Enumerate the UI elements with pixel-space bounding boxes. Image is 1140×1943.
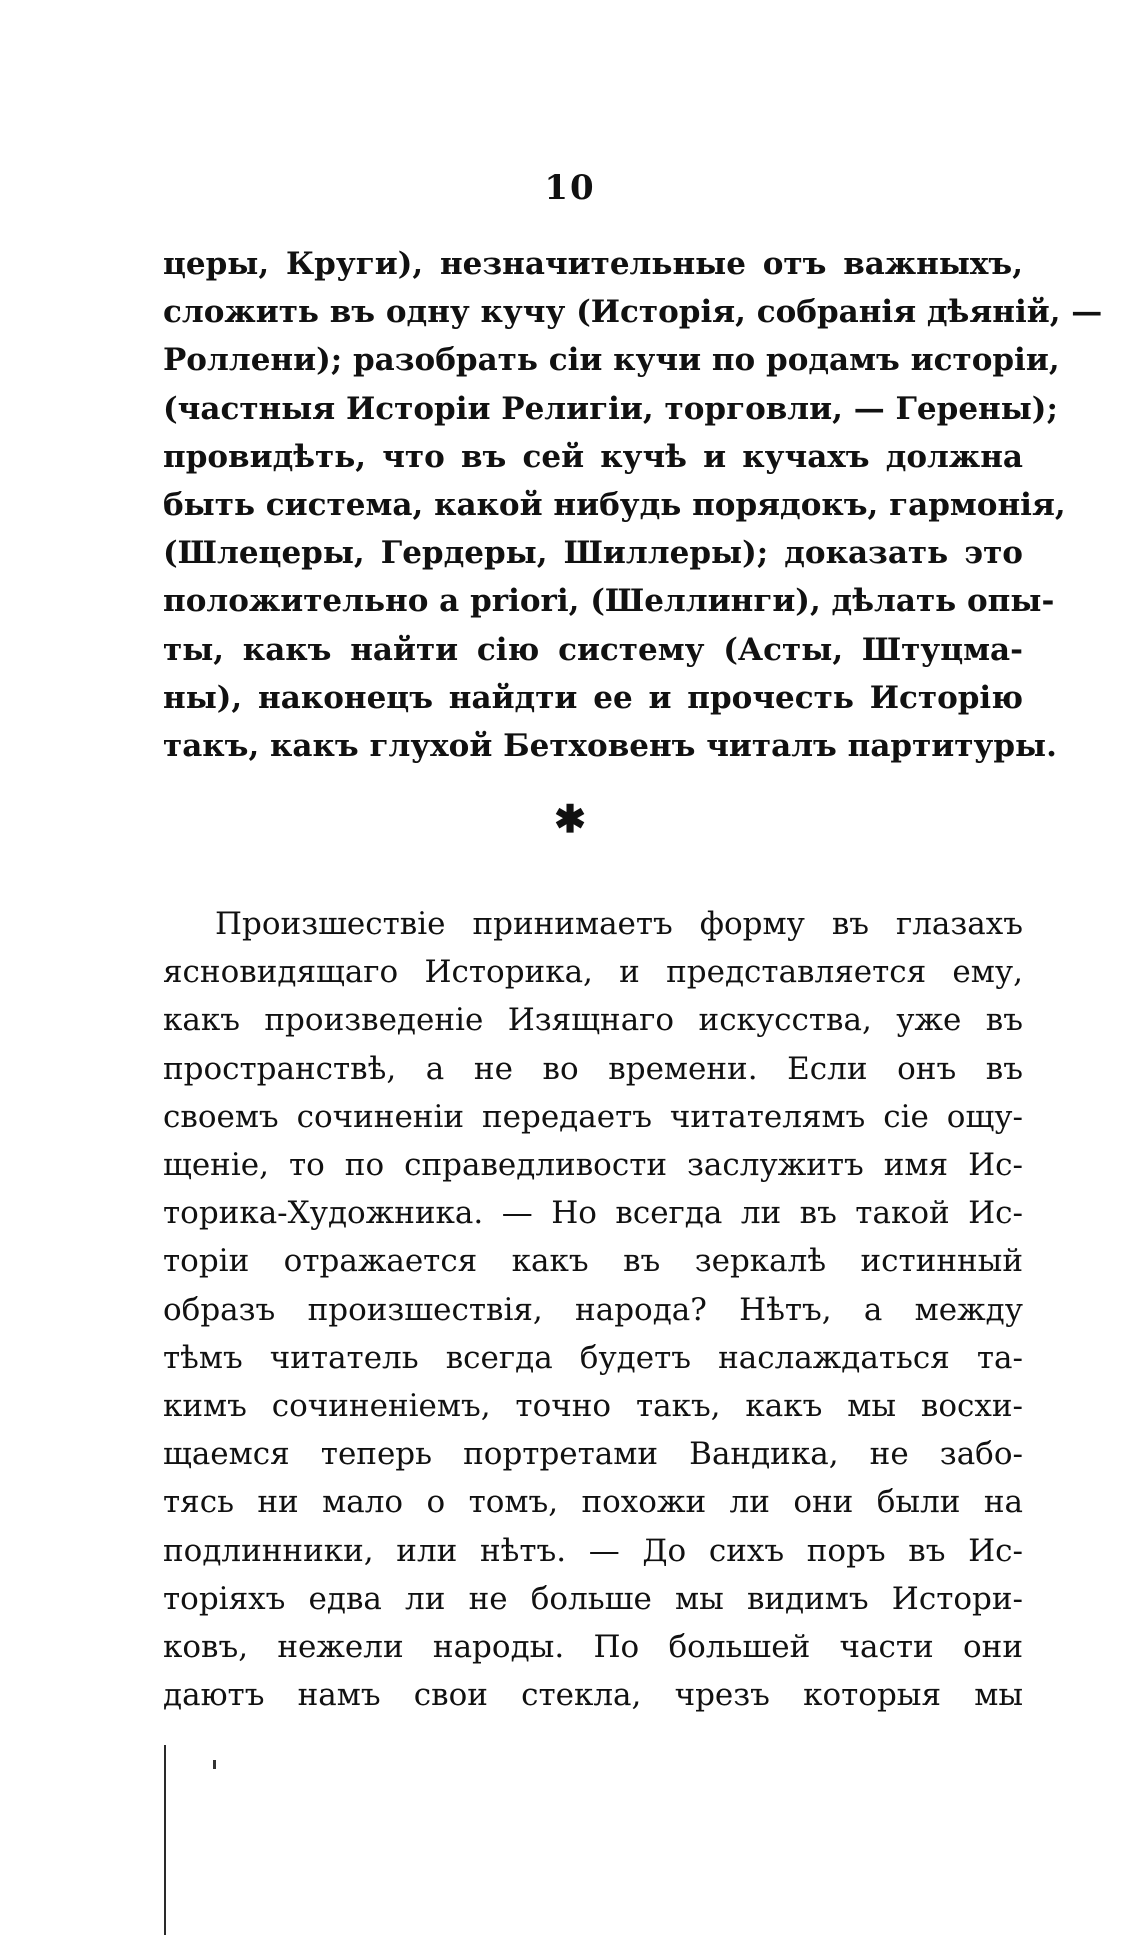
text-line: (частныя Исторіи Религіи, торговли, — Герены); <box>163 390 1058 427</box>
text-line: подлинники, или нѣтъ. — До сихъ поръ въ Ис- <box>163 1532 1023 1569</box>
text-line: щаемся теперь портретами Вандика, не забо- <box>163 1436 1023 1473</box>
text-line: ясновидящаго Историка, и представляется ему, <box>163 954 1023 991</box>
text-line: пространствѣ, а не во времени. Если онъ въ <box>163 1050 1023 1087</box>
text-line: торіи отражается какъ въ зеркалѣ истинный <box>163 1243 1023 1280</box>
text-line: (Шлецеры, Гердеры, Шиллеры); доказать это <box>163 535 1023 572</box>
text-line: торіяхъ едва ли не больше мы видимъ Истори- <box>163 1580 1023 1617</box>
text-line: церы, Круги), незначительные отъ важныхъ, <box>163 246 1023 282</box>
text-line: образъ произшествія, народа? Нѣтъ, а между <box>163 1291 1023 1328</box>
text-line: провидѣть, что въ сей кучѣ и кучахъ должна <box>163 438 1023 475</box>
text-line: щеніе, то по справедливости заслужитъ имя Ис- <box>163 1147 1023 1184</box>
text-line: своемъ сочиненіи передаетъ читателямъ сіе ощу- <box>163 1098 1023 1135</box>
scan-speck <box>213 1760 216 1769</box>
scan-margin-line <box>164 1745 166 1935</box>
paragraph-new <box>163 900 1023 1719</box>
page-number: 10 <box>544 168 596 208</box>
section-separator-asterisk: ✱ <box>554 796 586 841</box>
text-line: торика-Художника. — Но всегда ли въ такой Ис- <box>163 1195 1023 1232</box>
text-line: сложить въ одну кучу (Исторія, собранія дѣяній, — <box>163 294 1103 331</box>
text-line: какъ произведеніе Изящнаго искусства, уже въ <box>163 1002 1023 1039</box>
text-line: быть система, какой нибудь порядокъ, гармонія, <box>163 487 1066 524</box>
text-line: такъ, какъ глухой Бетховенъ читалъ партитуры. <box>163 728 1057 765</box>
text-line: даютъ намъ свои стекла, чрезъ которыя мы <box>163 1677 1023 1714</box>
text-line: ты, какъ найти сію систему (Асты, Штуцма- <box>163 631 1023 668</box>
text-line: кимъ сочиненіемъ, точно такъ, какъ мы восхи- <box>163 1388 1023 1425</box>
text-line: Роллени); разобрать сіи кучи по родамъ исторіи, <box>163 342 1060 379</box>
text-line: ны), наконецъ найдти ее и прочесть Исторію <box>163 679 1023 716</box>
text-line: тѣмъ читатель всегда будетъ наслаждаться та- <box>163 1339 1023 1376</box>
text-line: положительно a priori, (Шеллинги), дѣлать опы- <box>163 583 1055 620</box>
paragraph-continued <box>163 240 1103 770</box>
text-line: Произшествіе принимаетъ форму въ глазахъ <box>215 906 1023 942</box>
text-line: ковъ, нежели народы. По большей части они <box>163 1629 1023 1666</box>
text-line: тясь ни мало о томъ, похожи ли они были на <box>163 1484 1023 1521</box>
